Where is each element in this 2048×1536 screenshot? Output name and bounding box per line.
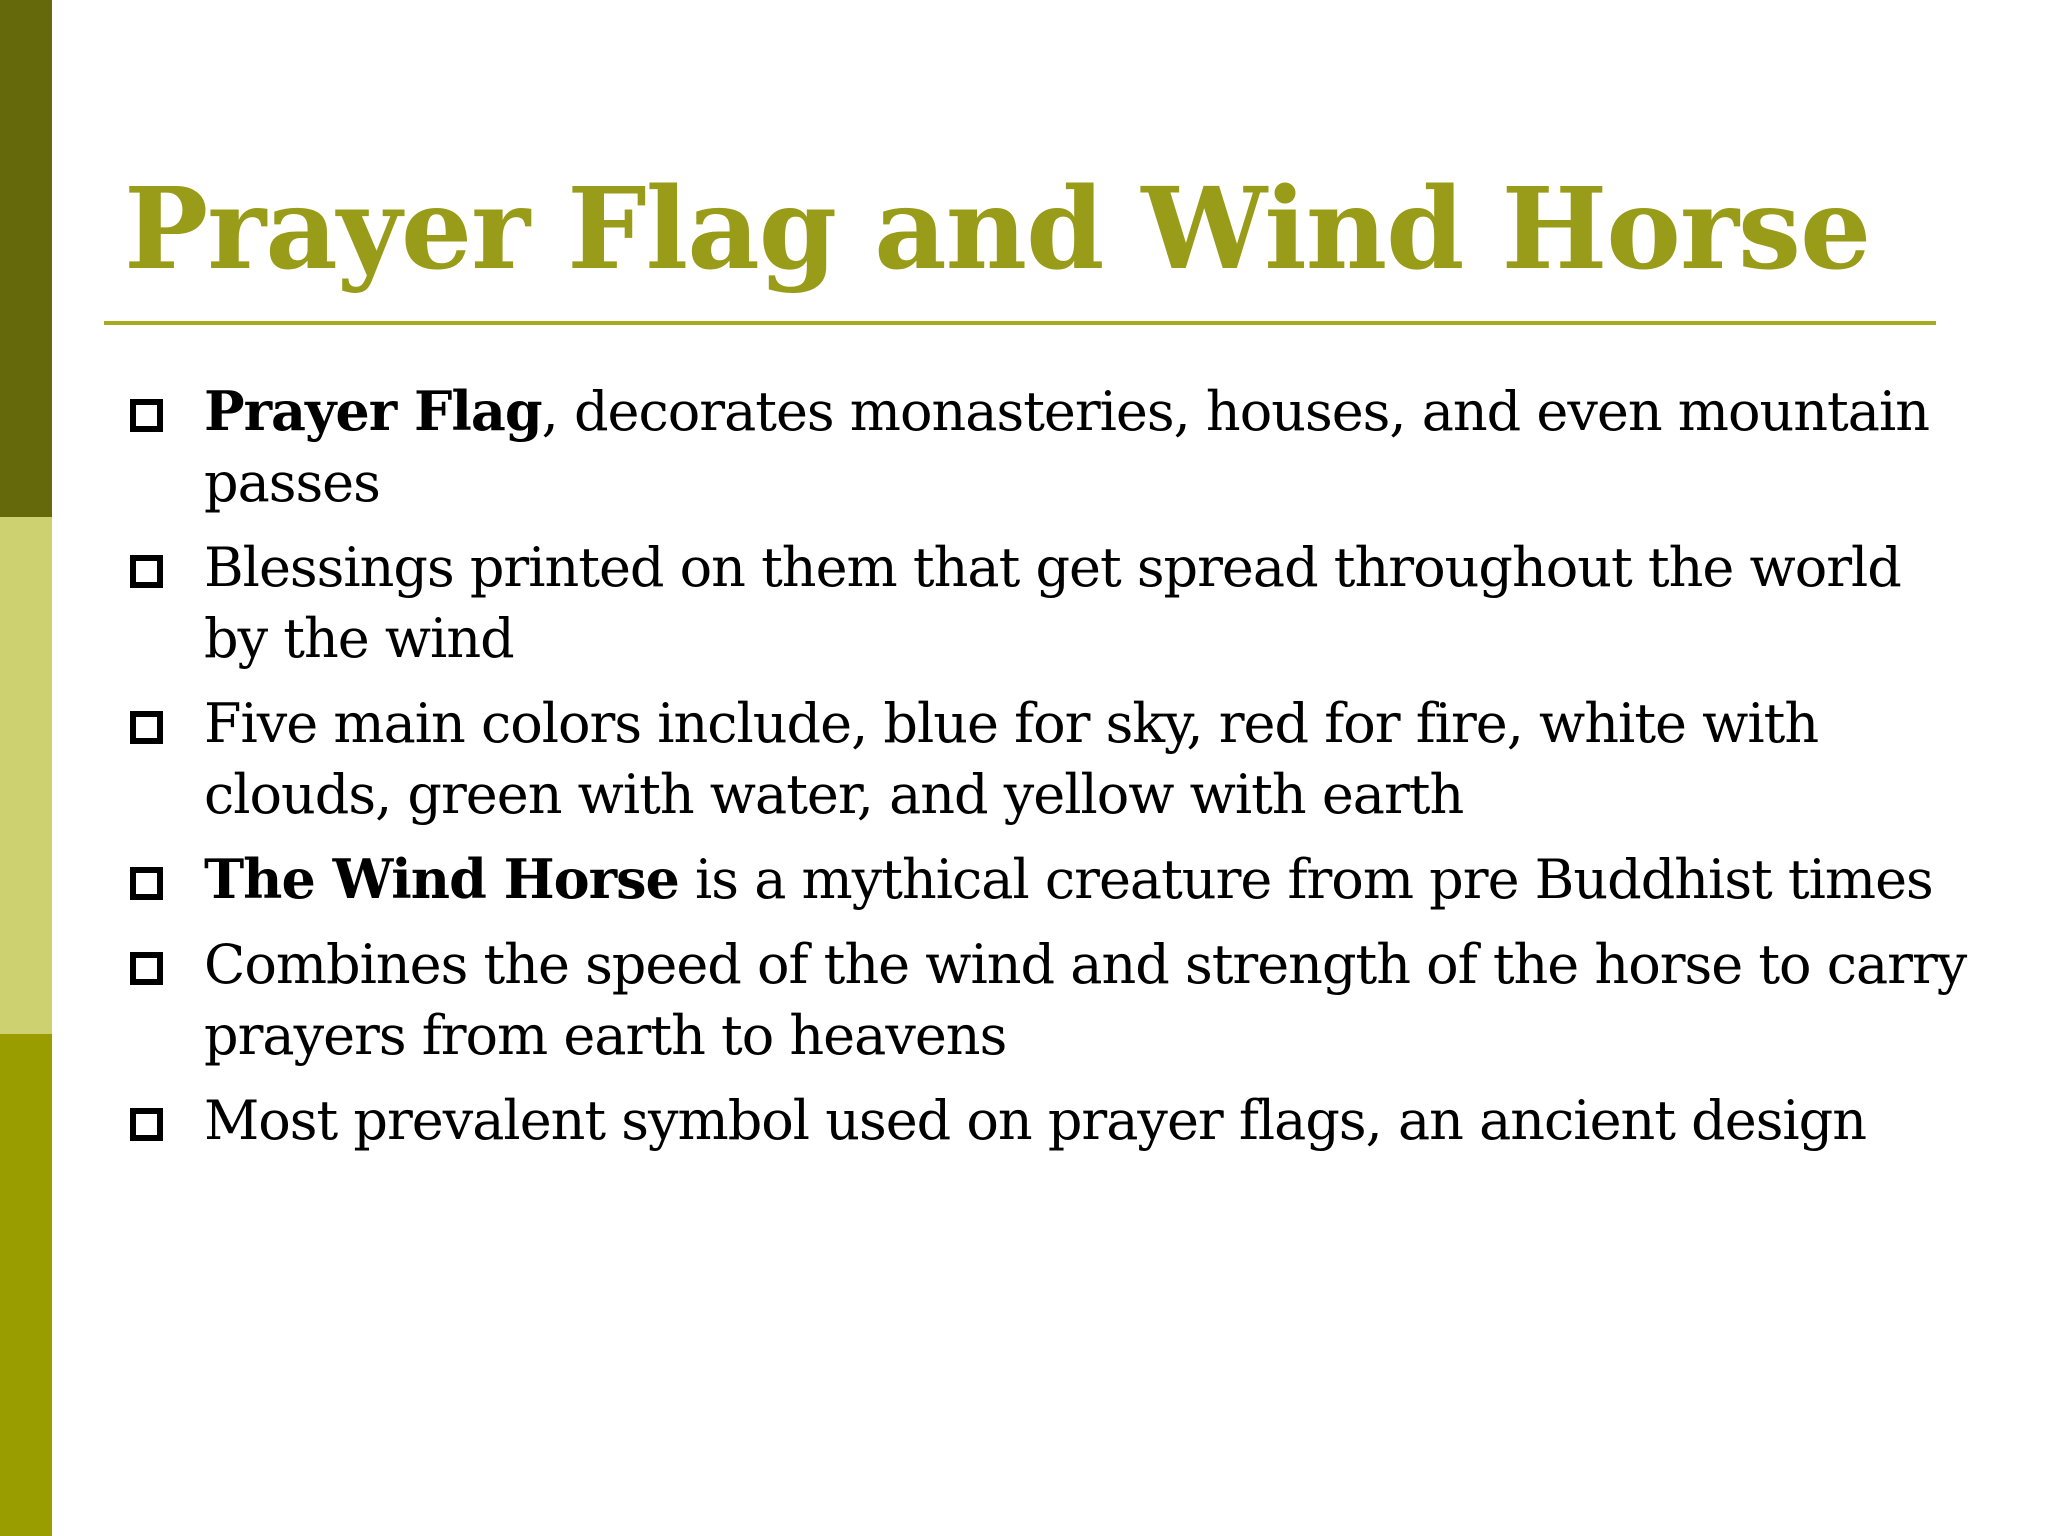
- side-bar-bottom: [0, 1034, 52, 1536]
- bullet-text: , decorates monasteries, houses, and even mountain passes: [204, 380, 1929, 514]
- bullet-item: [130, 376, 1970, 518]
- bullet-text: Five main colors include, blue for sky, red for fire, white with clouds, green with water, and yellow with earth: [204, 692, 1819, 826]
- title-underline: [104, 321, 1936, 325]
- square-bullet-icon: [130, 867, 163, 900]
- bullet-bold-term: Prayer Flag: [204, 379, 542, 443]
- bullet-item: [130, 1085, 1970, 1156]
- bullet-item: [130, 844, 1970, 915]
- bullet-text: Blessings printed on them that get spread throughout the world by the wind: [204, 536, 1901, 670]
- square-bullet-icon: [130, 555, 163, 588]
- side-bar-middle: [0, 517, 52, 1034]
- bullet-text: is a mythical creature from pre Buddhist times: [678, 848, 1933, 911]
- slide-title: Prayer Flag and Wind Horse: [124, 164, 1871, 295]
- bullet-item: [130, 929, 1970, 1071]
- square-bullet-icon: [130, 1108, 163, 1141]
- bullet-item: [130, 688, 1970, 830]
- square-bullet-icon: [130, 711, 163, 744]
- square-bullet-icon: [130, 952, 163, 985]
- bullet-list: [130, 376, 1970, 1170]
- bullet-item: [130, 532, 1970, 674]
- square-bullet-icon: [130, 399, 163, 432]
- bullet-text: Most prevalent symbol used on prayer flags, an ancient design: [204, 1089, 1867, 1152]
- bullet-bold-term: The Wind Horse: [204, 847, 679, 911]
- side-bar-top: [0, 0, 52, 517]
- bullet-text: Combines the speed of the wind and strength of the horse to carry prayers from earth to heavens: [204, 933, 1967, 1067]
